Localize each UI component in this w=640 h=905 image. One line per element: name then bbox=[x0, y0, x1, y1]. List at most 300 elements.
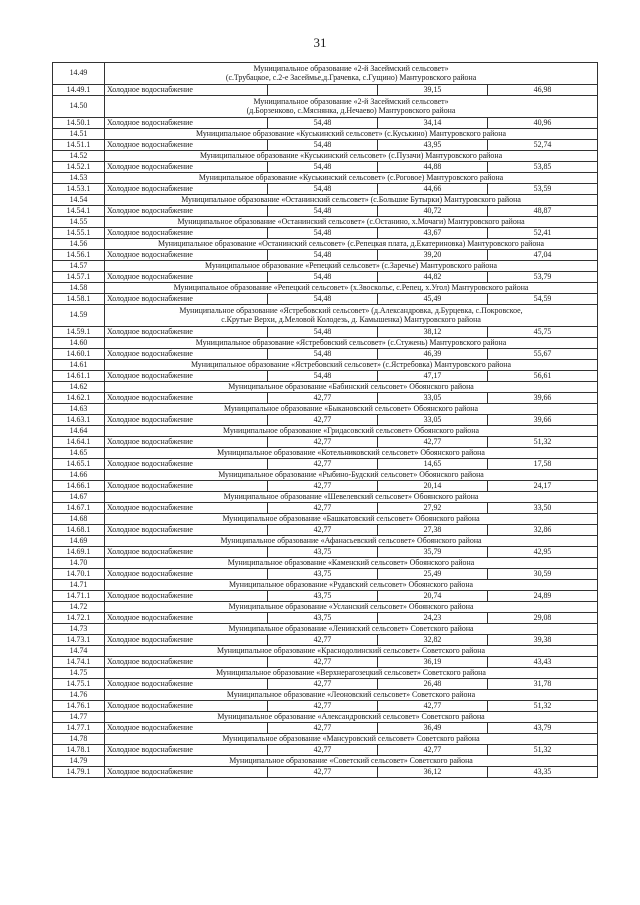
tariff-value-3: 47,04 bbox=[488, 250, 598, 261]
tariff-value-3: 55,67 bbox=[488, 349, 598, 360]
tariff-data-row bbox=[53, 437, 598, 448]
municipality-header-row bbox=[53, 470, 598, 481]
municipality-header-row bbox=[53, 129, 598, 140]
row-number: 14.57.1 bbox=[53, 272, 105, 283]
tariff-data-row bbox=[53, 481, 598, 492]
tariff-value-2: 36,19 bbox=[378, 657, 488, 668]
municipality-name-line: Муниципальное образование «Ястребовский сельсовет» (д.Александровка, д.Бурцевка, с.Покровское, bbox=[179, 305, 523, 315]
row-number: 14.63.1 bbox=[53, 415, 105, 426]
tariff-value-1: 42,77 bbox=[268, 701, 378, 712]
municipality-name bbox=[105, 624, 598, 635]
service-name: Холодное водоснабжение bbox=[105, 393, 268, 404]
row-number: 14.58.1 bbox=[53, 294, 105, 305]
municipality-name bbox=[105, 580, 598, 591]
tariff-data-row bbox=[53, 118, 598, 129]
row-number: 14.61.1 bbox=[53, 371, 105, 382]
tariff-value-2: 42,77 bbox=[378, 745, 488, 756]
tariff-value-3: 24,17 bbox=[488, 481, 598, 492]
row-number: 14.72.1 bbox=[53, 613, 105, 624]
tariff-data-row bbox=[53, 657, 598, 668]
row-number: 14.67.1 bbox=[53, 503, 105, 514]
row-number: 14.71.1 bbox=[53, 591, 105, 602]
tariff-value-1: 43,75 bbox=[268, 547, 378, 558]
municipality-name-line: с.Крутые Верхи, д.Меловой Колодезь, д. Камышенка) Мантуровского района bbox=[221, 314, 481, 324]
tariff-value-3: 45,75 bbox=[488, 327, 598, 338]
tariff-data-row bbox=[53, 184, 598, 195]
municipality-header-row bbox=[53, 338, 598, 349]
service-name: Холодное водоснабжение bbox=[105, 481, 268, 492]
tariff-value-2: 32,82 bbox=[378, 635, 488, 646]
tariff-value-1: 42,77 bbox=[268, 503, 378, 514]
row-number: 14.79 bbox=[53, 756, 105, 767]
tariff-data-row bbox=[53, 162, 598, 173]
municipality-name-line: Муниципальное образование «Куськинский сельсовет» (с.Роговое) Мантуровского района bbox=[198, 172, 504, 182]
municipality-name-line: Муниципальное образование «Быкановский сельсовет» Обоянского района bbox=[224, 403, 478, 413]
tariff-value-1: 42,77 bbox=[268, 635, 378, 646]
row-number: 14.75.1 bbox=[53, 679, 105, 690]
tariff-value-1: 54,48 bbox=[268, 162, 378, 173]
tariff-value-3: 48,87 bbox=[488, 206, 598, 217]
municipality-name bbox=[105, 173, 598, 184]
tariff-value-3: 46,98 bbox=[488, 85, 598, 96]
municipality-name bbox=[105, 426, 598, 437]
municipality-name-line: Муниципальное образование «Рудавский сельсовет» Обоянского района bbox=[228, 579, 474, 589]
municipality-header-row bbox=[53, 217, 598, 228]
service-name: Холодное водоснабжение bbox=[105, 723, 268, 734]
municipality-name-line: Муниципальное образование «Мансуровский сельсовет» Советского района bbox=[222, 733, 480, 743]
municipality-name-line: Муниципальное образование «Усланский сельсовет» Обоянского района bbox=[228, 601, 474, 611]
row-number: 14.68 bbox=[53, 514, 105, 525]
municipality-header-row bbox=[53, 712, 598, 723]
row-number: 14.68.1 bbox=[53, 525, 105, 536]
service-name: Холодное водоснабжение bbox=[105, 745, 268, 756]
tariff-value-2: 24,23 bbox=[378, 613, 488, 624]
tariff-value-2: 14,65 bbox=[378, 459, 488, 470]
municipality-name-line: Муниципальное образование «Шевелевский сельсовет» Обоянского района bbox=[223, 491, 479, 501]
row-number: 14.50.1 bbox=[53, 118, 105, 129]
tariff-value-2: 44,66 bbox=[378, 184, 488, 195]
row-number: 14.79.1 bbox=[53, 767, 105, 778]
service-name: Холодное водоснабжение bbox=[105, 701, 268, 712]
row-number: 14.76 bbox=[53, 690, 105, 701]
municipality-header-row bbox=[53, 558, 598, 569]
municipality-header-row bbox=[53, 580, 598, 591]
municipality-name bbox=[105, 492, 598, 503]
tariff-value-3: 31,78 bbox=[488, 679, 598, 690]
row-number: 14.66 bbox=[53, 470, 105, 481]
municipality-header-row bbox=[53, 448, 598, 459]
tariff-data-row bbox=[53, 250, 598, 261]
tariff-data-row bbox=[53, 569, 598, 580]
tariff-data-row bbox=[53, 591, 598, 602]
tariff-value-1: 42,77 bbox=[268, 525, 378, 536]
municipality-header-row bbox=[53, 426, 598, 437]
municipality-header-row bbox=[53, 305, 598, 327]
municipality-name-line: Муниципальное образование «Куськинский сельсовет» (с.Куськино) Мантуровского района bbox=[196, 128, 506, 138]
municipality-name bbox=[105, 63, 598, 85]
row-number: 14.76.1 bbox=[53, 701, 105, 712]
tariff-value-2: 39,15 bbox=[378, 85, 488, 96]
tariff-value-2: 26,48 bbox=[378, 679, 488, 690]
tariff-value-1: 42,77 bbox=[268, 415, 378, 426]
service-name: Холодное водоснабжение bbox=[105, 679, 268, 690]
municipality-header-row bbox=[53, 602, 598, 613]
tariff-value-3: 52,74 bbox=[488, 140, 598, 151]
tariff-value-1: 42,77 bbox=[268, 393, 378, 404]
row-number: 14.55 bbox=[53, 217, 105, 228]
row-number: 14.74 bbox=[53, 646, 105, 657]
municipality-name bbox=[105, 448, 598, 459]
service-name: Холодное водоснабжение bbox=[105, 228, 268, 239]
municipality-header-row bbox=[53, 514, 598, 525]
row-number: 14.61 bbox=[53, 360, 105, 371]
municipality-name bbox=[105, 217, 598, 228]
tariff-data-row bbox=[53, 327, 598, 338]
row-number: 14.53 bbox=[53, 173, 105, 184]
service-name: Холодное водоснабжение bbox=[105, 635, 268, 646]
service-name: Холодное водоснабжение bbox=[105, 327, 268, 338]
tariff-data-row bbox=[53, 140, 598, 151]
row-number: 14.56.1 bbox=[53, 250, 105, 261]
municipality-name-line: Муниципальное образование «Каменский сельсовет» Обоянского района bbox=[227, 557, 475, 567]
tariff-value-3: 51,32 bbox=[488, 701, 598, 712]
tariff-value-2: 43,67 bbox=[378, 228, 488, 239]
service-name: Холодное водоснабжение bbox=[105, 349, 268, 360]
municipality-name-line: (д.Борзенково, с.Мяснянка, д.Нечаево) Мантуровского района bbox=[246, 105, 456, 115]
municipality-name bbox=[105, 690, 598, 701]
municipality-name-line: Муниципальное образование «2-й Засеймский сельсовет» bbox=[253, 63, 449, 73]
row-number: 14.77.1 bbox=[53, 723, 105, 734]
tariff-value-3: 17,58 bbox=[488, 459, 598, 470]
tariff-value-2: 43,95 bbox=[378, 140, 488, 151]
service-name: Холодное водоснабжение bbox=[105, 140, 268, 151]
tariff-value-2: 45,49 bbox=[378, 294, 488, 305]
row-number: 14.51.1 bbox=[53, 140, 105, 151]
tariff-data-row bbox=[53, 613, 598, 624]
tariff-value-3: 53,85 bbox=[488, 162, 598, 173]
tariff-value-2: 42,77 bbox=[378, 437, 488, 448]
municipality-header-row bbox=[53, 756, 598, 767]
municipality-name bbox=[105, 195, 598, 206]
row-number: 14.65 bbox=[53, 448, 105, 459]
row-number: 14.63 bbox=[53, 404, 105, 415]
municipality-name bbox=[105, 261, 598, 272]
tariff-value-2: 34,14 bbox=[378, 118, 488, 129]
row-number: 14.59.1 bbox=[53, 327, 105, 338]
tariff-data-row bbox=[53, 723, 598, 734]
row-number: 14.65.1 bbox=[53, 459, 105, 470]
municipality-name bbox=[105, 283, 598, 294]
tariff-data-row bbox=[53, 503, 598, 514]
municipality-name bbox=[105, 514, 598, 525]
tariff-value-1: 54,48 bbox=[268, 272, 378, 283]
service-name: Холодное водоснабжение bbox=[105, 294, 268, 305]
municipality-header-row bbox=[53, 690, 598, 701]
tariff-value-3: 40,96 bbox=[488, 118, 598, 129]
tariff-value-1: 54,48 bbox=[268, 250, 378, 261]
tariff-value-3: 53,59 bbox=[488, 184, 598, 195]
tariff-value-1: 42,77 bbox=[268, 745, 378, 756]
municipality-header-row bbox=[53, 283, 598, 294]
tariff-value-1: 42,77 bbox=[268, 459, 378, 470]
municipality-name-line: Муниципальное образование «Репецкий сельсовет» (х.Звоскольє, с.Репец, х.Угол) Мантуровского района bbox=[173, 282, 529, 292]
tariff-value-2: 33,05 bbox=[378, 393, 488, 404]
municipality-name bbox=[105, 470, 598, 481]
tariff-value-3: 43,35 bbox=[488, 767, 598, 778]
tariff-data-row bbox=[53, 459, 598, 470]
tariff-value-1: 54,48 bbox=[268, 371, 378, 382]
tariff-value-2: 27,38 bbox=[378, 525, 488, 536]
tariff-value-3: 51,32 bbox=[488, 437, 598, 448]
tariff-value-3: 39,38 bbox=[488, 635, 598, 646]
row-number: 14.72 bbox=[53, 602, 105, 613]
service-name: Холодное водоснабжение bbox=[105, 184, 268, 195]
row-number: 14.55.1 bbox=[53, 228, 105, 239]
municipality-name-line: Муниципальное образование «Рыбино-Будский сельсовет» Обоянского района bbox=[218, 469, 484, 479]
tariff-data-row bbox=[53, 745, 598, 756]
tariff-value-3: 43,43 bbox=[488, 657, 598, 668]
municipality-header-row bbox=[53, 239, 598, 250]
tariff-value-1: 54,48 bbox=[268, 118, 378, 129]
service-name: Холодное водоснабжение bbox=[105, 415, 268, 426]
tariff-value-3: 52,41 bbox=[488, 228, 598, 239]
service-name: Холодное водоснабжение bbox=[105, 437, 268, 448]
tariff-value-1: 54,48 bbox=[268, 140, 378, 151]
municipality-name-line: Муниципальное образование «Останинский сельсовет» (с.Останино, х.Мочаги) Мантуровского района bbox=[177, 216, 525, 226]
municipality-header-row bbox=[53, 646, 598, 657]
row-number: 14.59 bbox=[53, 305, 105, 327]
row-number: 14.54.1 bbox=[53, 206, 105, 217]
municipality-name-line: Муниципальное образование «Бабинский сельсовет» Обоянского района bbox=[228, 381, 474, 391]
service-name: Холодное водоснабжение bbox=[105, 250, 268, 261]
municipality-name bbox=[105, 129, 598, 140]
service-name: Холодное водоснабжение bbox=[105, 503, 268, 514]
row-number: 14.70 bbox=[53, 558, 105, 569]
tariff-value-1: 54,48 bbox=[268, 294, 378, 305]
municipality-name-line: Муниципальное образование «Ястребовский сельсовет» (с.Стужень) Мантуровского района bbox=[195, 337, 507, 347]
tariff-value-1: 54,48 bbox=[268, 228, 378, 239]
tariff-value-3: 53,79 bbox=[488, 272, 598, 283]
tariff-value-1: 54,48 bbox=[268, 184, 378, 195]
tariff-value-2: 36,49 bbox=[378, 723, 488, 734]
tariff-data-row bbox=[53, 701, 598, 712]
tariff-data-row bbox=[53, 206, 598, 217]
row-number: 14.60.1 bbox=[53, 349, 105, 360]
tariff-value-1: 42,77 bbox=[268, 723, 378, 734]
tariff-data-row bbox=[53, 294, 598, 305]
tariff-value-1: 42,77 bbox=[268, 481, 378, 492]
municipality-header-row bbox=[53, 404, 598, 415]
municipality-name-line: Муниципальное образование «Ленинский сельсовет» Советского района bbox=[228, 623, 474, 633]
tariff-value-1: 42,77 bbox=[268, 657, 378, 668]
row-number: 14.52 bbox=[53, 151, 105, 162]
row-number: 14.77 bbox=[53, 712, 105, 723]
tariff-value-3: 29,08 bbox=[488, 613, 598, 624]
row-number: 14.57 bbox=[53, 261, 105, 272]
municipality-header-row bbox=[53, 492, 598, 503]
municipality-name bbox=[105, 338, 598, 349]
tariff-value-2: 35,79 bbox=[378, 547, 488, 558]
municipality-header-row bbox=[53, 151, 598, 162]
row-number: 14.74.1 bbox=[53, 657, 105, 668]
row-number: 14.78 bbox=[53, 734, 105, 745]
tariff-value-1: 42,77 bbox=[268, 767, 378, 778]
municipality-name-line: Муниципальное образование «Котельниковский сельсовет» Обоянского района bbox=[217, 447, 485, 457]
tariff-value-2: 46,39 bbox=[378, 349, 488, 360]
service-name: Холодное водоснабжение bbox=[105, 459, 268, 470]
tariff-value-1 bbox=[268, 85, 378, 96]
municipality-name bbox=[105, 712, 598, 723]
tariff-data-row bbox=[53, 635, 598, 646]
tariff-data-row bbox=[53, 85, 598, 96]
tariff-value-1: 43,75 bbox=[268, 569, 378, 580]
tariff-value-2: 25,49 bbox=[378, 569, 488, 580]
row-number: 14.78.1 bbox=[53, 745, 105, 756]
tariff-data-row bbox=[53, 679, 598, 690]
service-name: Холодное водоснабжение bbox=[105, 272, 268, 283]
municipality-name bbox=[105, 536, 598, 547]
municipality-name-line: Муниципальное образование «2-й Засеймский сельсовет» bbox=[253, 96, 449, 106]
municipality-name bbox=[105, 734, 598, 745]
municipality-name bbox=[105, 382, 598, 393]
municipality-name bbox=[105, 756, 598, 767]
tariff-value-2: 44,82 bbox=[378, 272, 488, 283]
row-number: 14.66.1 bbox=[53, 481, 105, 492]
municipality-name-line: Муниципальное образование «Куськинский сельсовет» (с.Пузачи) Мантуровского района bbox=[199, 150, 503, 160]
row-number: 14.69 bbox=[53, 536, 105, 547]
municipality-name-line: Муниципальное образование «Александровский сельсовет» Советского района bbox=[217, 711, 485, 721]
tariff-value-3: 43,79 bbox=[488, 723, 598, 734]
tariff-value-3: 33,50 bbox=[488, 503, 598, 514]
row-number: 14.73 bbox=[53, 624, 105, 635]
tariff-value-3: 51,32 bbox=[488, 745, 598, 756]
service-name: Холодное водоснабжение bbox=[105, 206, 268, 217]
row-number: 14.52.1 bbox=[53, 162, 105, 173]
tariff-data-row bbox=[53, 272, 598, 283]
municipality-name-line: Муниципальное образование «Леоновский сельсовет» Советского района bbox=[226, 689, 476, 699]
municipality-name bbox=[105, 646, 598, 657]
municipality-header-row bbox=[53, 536, 598, 547]
tariff-value-2: 44,88 bbox=[378, 162, 488, 173]
municipality-name bbox=[105, 151, 598, 162]
service-name: Холодное водоснабжение bbox=[105, 591, 268, 602]
tariff-data-row bbox=[53, 371, 598, 382]
tariff-value-3: 39,66 bbox=[488, 393, 598, 404]
row-number: 14.71 bbox=[53, 580, 105, 591]
row-number: 14.73.1 bbox=[53, 635, 105, 646]
tariff-table bbox=[52, 62, 598, 778]
row-number: 14.62.1 bbox=[53, 393, 105, 404]
row-number: 14.60 bbox=[53, 338, 105, 349]
service-name: Холодное водоснабжение bbox=[105, 767, 268, 778]
tariff-value-3: 24,89 bbox=[488, 591, 598, 602]
municipality-header-row bbox=[53, 261, 598, 272]
tariff-value-3: 39,66 bbox=[488, 415, 598, 426]
municipality-name-line: Муниципальное образование «Краснодолинский сельсовет» Советского района bbox=[217, 645, 486, 655]
tariff-value-2: 27,92 bbox=[378, 503, 488, 514]
municipality-name-line: Муниципальное образование «Гридасовский сельсовет» Обоянского района bbox=[223, 425, 479, 435]
service-name: Холодное водоснабжение bbox=[105, 547, 268, 558]
service-name: Холодное водоснабжение bbox=[105, 85, 268, 96]
tariff-value-2: 36,12 bbox=[378, 767, 488, 778]
municipality-name-line: Муниципальное образование «Афанасьевский сельсовет» Обоянского района bbox=[220, 535, 482, 545]
tariff-value-1: 42,77 bbox=[268, 437, 378, 448]
municipality-name bbox=[105, 305, 598, 327]
municipality-header-row bbox=[53, 624, 598, 635]
municipality-header-row bbox=[53, 63, 598, 85]
row-number: 14.75 bbox=[53, 668, 105, 679]
tariff-value-1: 43,75 bbox=[268, 591, 378, 602]
service-name: Холодное водоснабжение bbox=[105, 371, 268, 382]
tariff-value-2: 20,74 bbox=[378, 591, 488, 602]
municipality-name bbox=[105, 96, 598, 118]
tariff-data-row bbox=[53, 393, 598, 404]
row-number: 14.56 bbox=[53, 239, 105, 250]
municipality-name-line: Муниципальное образование «Ястребовский сельсовет» (с.Ястребовка) Мантуровского района bbox=[190, 359, 512, 369]
tariff-data-row bbox=[53, 349, 598, 360]
municipality-name-line: Муниципальное образование «Башкатовский сельсовет» Обоянского района bbox=[222, 513, 480, 523]
municipality-header-row bbox=[53, 734, 598, 745]
row-number: 14.50 bbox=[53, 96, 105, 118]
tariff-value-3: 30,59 bbox=[488, 569, 598, 580]
row-number: 14.70.1 bbox=[53, 569, 105, 580]
municipality-name bbox=[105, 602, 598, 613]
tariff-value-3: 32,86 bbox=[488, 525, 598, 536]
service-name: Холодное водоснабжение bbox=[105, 118, 268, 129]
tariff-value-2: 39,20 bbox=[378, 250, 488, 261]
tariff-data-row bbox=[53, 228, 598, 239]
tariff-value-1: 54,48 bbox=[268, 327, 378, 338]
tariff-value-1: 54,48 bbox=[268, 206, 378, 217]
tariff-value-1: 54,48 bbox=[268, 349, 378, 360]
tariff-value-2: 47,17 bbox=[378, 371, 488, 382]
service-name: Холодное водоснабжение bbox=[105, 613, 268, 624]
service-name: Холодное водоснабжение bbox=[105, 569, 268, 580]
service-name: Холодное водоснабжение bbox=[105, 525, 268, 536]
municipality-header-row bbox=[53, 382, 598, 393]
tariff-value-2: 33,05 bbox=[378, 415, 488, 426]
row-number: 14.49 bbox=[53, 63, 105, 85]
service-name: Холодное водоснабжение bbox=[105, 657, 268, 668]
municipality-header-row bbox=[53, 360, 598, 371]
tariff-value-3: 42,95 bbox=[488, 547, 598, 558]
row-number: 14.64 bbox=[53, 426, 105, 437]
tariff-data-row bbox=[53, 525, 598, 536]
municipality-name bbox=[105, 404, 598, 415]
municipality-header-row bbox=[53, 173, 598, 184]
tariff-value-2: 40,72 bbox=[378, 206, 488, 217]
municipality-name-line: (с.Трубацкое, с.2-е Засеймье,д.Грачевка, с.Гущино) Мантуровского района bbox=[225, 72, 477, 82]
tariff-value-2: 38,12 bbox=[378, 327, 488, 338]
tariff-value-2: 42,77 bbox=[378, 701, 488, 712]
row-number: 14.58 bbox=[53, 283, 105, 294]
municipality-name-line: Муниципальное образование «Советский сельсовет» Советского района bbox=[229, 755, 473, 765]
tariff-value-1: 43,75 bbox=[268, 613, 378, 624]
municipality-name-line: Муниципальное образование «Останинский сельсовет» (с.Большие Бутырки) Мантуровского района bbox=[181, 194, 521, 204]
tariff-data-row bbox=[53, 547, 598, 558]
row-number: 14.64.1 bbox=[53, 437, 105, 448]
row-number: 14.54 bbox=[53, 195, 105, 206]
municipality-header-row bbox=[53, 96, 598, 118]
municipality-name-line: Муниципальное образование «Останинский сельсовет» (с.Репецкая плата, д.Екатериновка) Мантуровского района bbox=[158, 238, 544, 248]
row-number: 14.51 bbox=[53, 129, 105, 140]
page-number: 31 bbox=[313, 35, 327, 50]
municipality-name bbox=[105, 668, 598, 679]
municipality-name-line: Муниципальное образование «Верхнерагозецкий сельсовет» Советского района bbox=[216, 667, 486, 677]
tariff-value-1: 42,77 bbox=[268, 679, 378, 690]
row-number: 14.53.1 bbox=[53, 184, 105, 195]
municipality-header-row bbox=[53, 195, 598, 206]
